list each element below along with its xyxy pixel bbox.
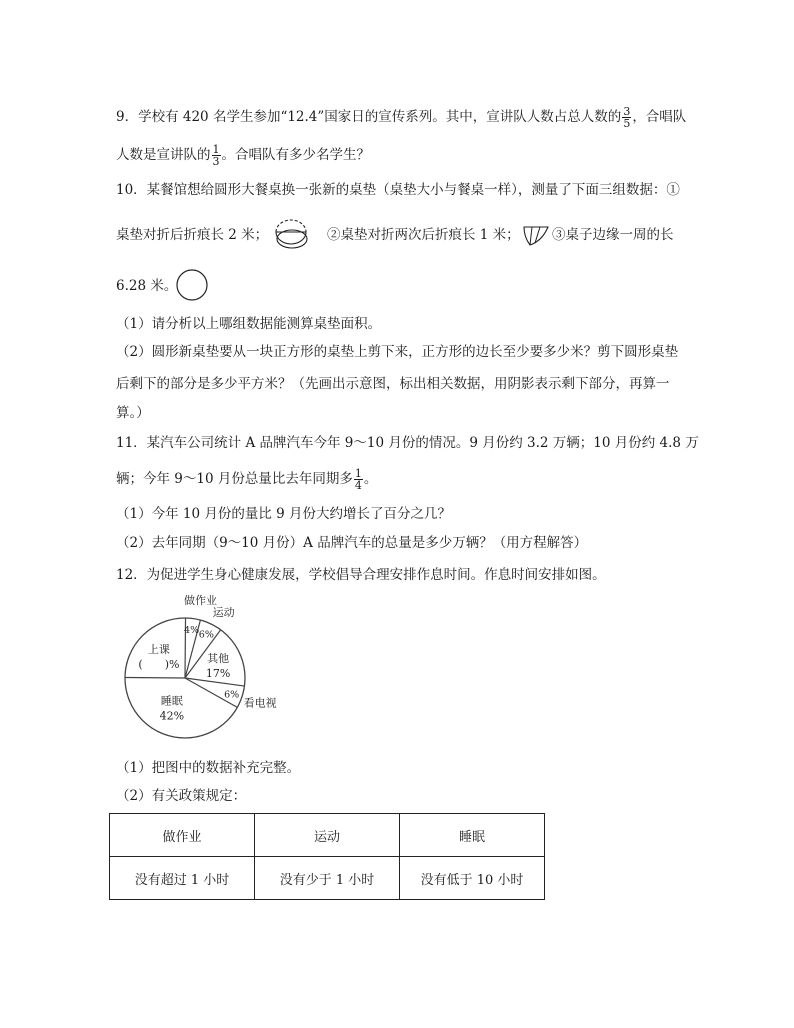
pie-slice-label: 睡眠	[160, 694, 183, 708]
schedule-pie-chart	[115, 594, 275, 754]
q11-line-2	[116, 468, 377, 491]
frac-num: 1	[354, 467, 362, 480]
q10-text-c: ③桌子边缘一周的长	[552, 227, 674, 243]
folded-half-circle-icon	[272, 218, 312, 252]
q9-text-d: 。合唱队有多少名学生？	[221, 147, 370, 163]
pie-slice-label: 看电视	[243, 696, 277, 710]
q10-sub-2-line-2: 后剩下的部分是多少平方米？（先画出示意图，标出相关数据，用阴影表示剩下部分，再算一	[116, 376, 670, 392]
q12-line-1: 12．为促进学生身心健康发展，学校倡导合理安排作息时间。作息时间安排如图。	[116, 567, 606, 583]
table-cell: 没有超过 1 小时	[110, 857, 255, 900]
table-cell: 没有低于 10 小时	[400, 857, 545, 900]
q12-sub-1: （1）把图中的数据补充完整。	[116, 760, 301, 776]
pie-slice-label: 其他	[207, 651, 230, 665]
pie-slice-label: 做作业	[183, 594, 217, 607]
frac-den: 5	[623, 117, 631, 130]
q10-text-a: 桌垫对折后折痕长 2 米；	[116, 227, 269, 243]
pie-slice-value: ( )%	[138, 657, 180, 671]
pie-slice-value: 6%	[198, 629, 214, 641]
policy-table	[109, 813, 545, 900]
frac-den: 4	[354, 479, 362, 492]
q10-sub-1: （1）请分析以上哪组数据能测算桌垫面积。	[116, 316, 382, 332]
q9-line-2	[116, 144, 370, 167]
q9-line-1	[116, 106, 686, 129]
q11-sub-2: （2）去年同期（9～10 月份）A 品牌汽车的总量是多少万辆？（用方程解答）	[116, 535, 588, 551]
q12-sub-2: （2）有关政策规定：	[116, 788, 247, 804]
fraction-1-4	[354, 468, 363, 491]
pie-slice-value: 4%	[184, 625, 200, 637]
pie-slice-value: 42%	[159, 709, 185, 723]
q9-text-b: ，合唱队	[632, 109, 687, 125]
q10-sub-2-line-3: 算。）	[116, 405, 150, 421]
q10-line-3: 6.28 米。	[116, 278, 178, 294]
pie-slice-value: 17%	[205, 666, 231, 680]
q9-text-a: 9．学校有 420 名学生参加“12.4”国家日的宣传系列。其中，宣讲队人数占总人数的	[116, 109, 622, 125]
q9-text-c: 人数是宣讲队的	[116, 147, 211, 163]
q11-text-b: 。	[363, 471, 378, 487]
table-header-cell: 运动	[255, 814, 400, 857]
q10-text-b: ②桌垫对折两次后折痕长 1 米；	[327, 227, 520, 243]
table-header-cell: 睡眠	[400, 814, 545, 857]
fraction-3-5	[622, 106, 631, 129]
q11-text-a: 辆；今年 9～10 月份总量比去年同期多	[116, 471, 353, 487]
q10-line-2b	[327, 225, 520, 245]
table-header-cell: 做作业	[110, 814, 255, 857]
q10-line-2c	[552, 225, 674, 245]
table-cell: 没有少于 1 小时	[255, 857, 400, 900]
pie-slice-divider	[125, 677, 185, 678]
q10-sub-2-line-1: （2）圆形新桌垫要从一块正方形的桌垫上剪下来，正方形的边长至少要多少米？剪下圆形桌垫	[116, 344, 679, 360]
pie-slice-value: 6%	[224, 689, 240, 701]
pie-slice-label: 运动	[212, 606, 235, 620]
table-header-row	[110, 814, 545, 857]
q10-line-2	[116, 225, 268, 245]
frac-den: 3	[212, 155, 220, 168]
folded-quarter-icon	[522, 223, 550, 247]
table-row	[110, 857, 545, 900]
fraction-1-3	[212, 144, 221, 167]
q11-sub-1: （1）今年 10 月份的量比 9 月份大约增长了百分之几？	[116, 506, 452, 522]
frac-num: 1	[212, 143, 220, 156]
frac-num: 3	[623, 105, 631, 118]
q11-line-1: 11．某汽车公司统计 A 品牌汽车今年 9～10 月份的情况。9 月份约 3.2 万辆；10 月份约 4.8 万	[116, 435, 699, 451]
circle-table-icon	[175, 268, 209, 302]
q10-line-1: 10．某餐馆想给圆形大餐桌换一张新的桌垫（桌垫大小与餐桌一样），测量了下面三组数据：①	[116, 182, 680, 198]
pie-slice-label: 上课	[147, 642, 170, 656]
